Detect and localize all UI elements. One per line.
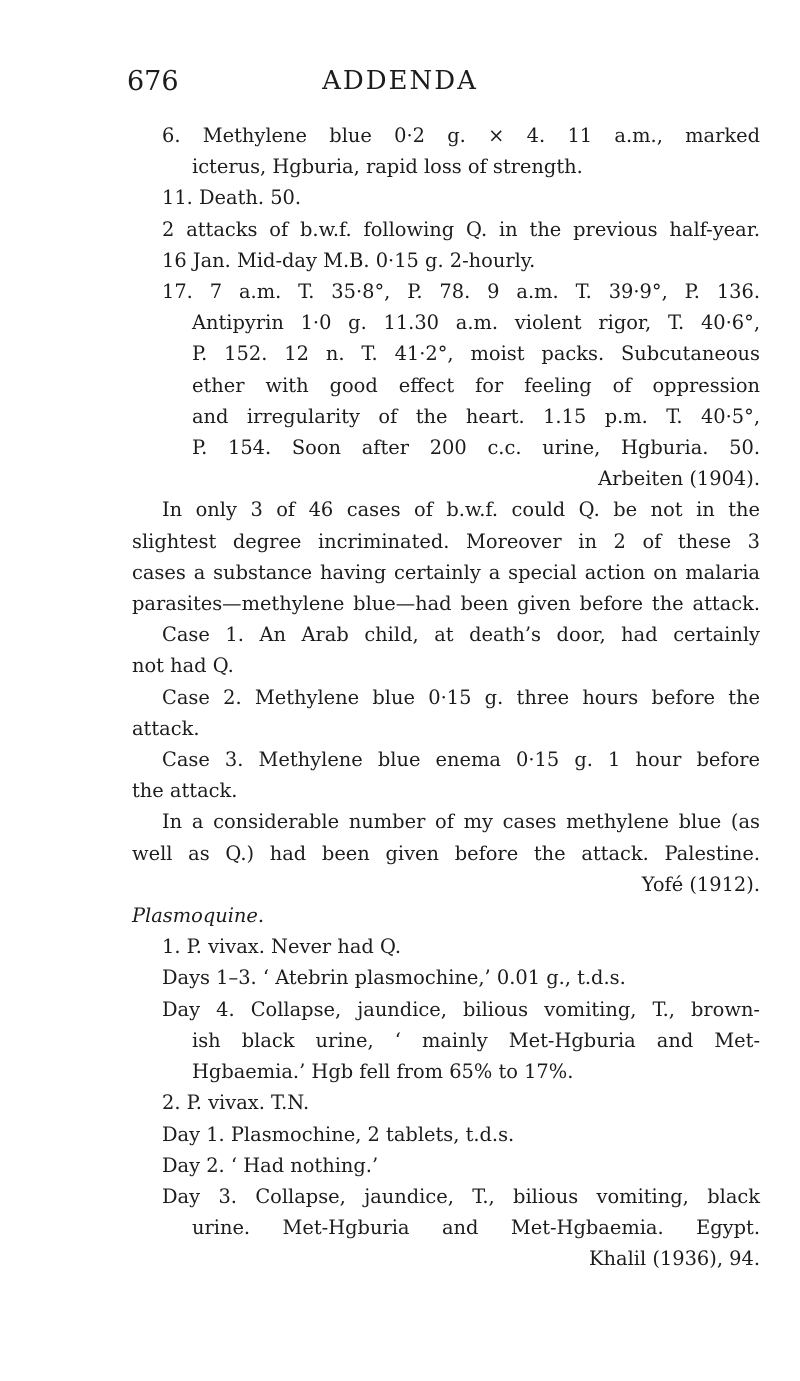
text-line: ether with good effect for feeling of oppression (192, 373, 760, 397)
text-line: 11. Death. 50. (162, 186, 302, 210)
text-line: 16 Jan. Mid-day M.B. 0·15 g. 2-hourly. (162, 248, 536, 272)
text-line: well as Q.) had been given before the attack. Palestine. (132, 841, 760, 865)
text-line: 2. P. vivax. T.N. (162, 1091, 310, 1115)
text-line: urine. Met-Hgburia and Met-Hgbaemia. Egypt. (192, 1216, 760, 1240)
text-line: Day 2. ‘ Had nothing.’ (162, 1153, 379, 1177)
text-line: 1. P. vivax. Never had Q. (162, 935, 402, 959)
text-line: Hgbaemia.’ Hgb fell from 65% to 17%. (192, 1060, 574, 1084)
text-line: Day 1. Plasmochine, 2 tablets, t.d.s. (162, 1122, 515, 1146)
text-line: ish black urine, ‘ mainly Met-Hgburia and Met- (192, 1028, 760, 1052)
text-line: Days 1–3. ‘ Atebrin plasmochine,’ 0.01 g., t.d.s. (162, 966, 626, 990)
text-line: Case 2. Methylene blue 0·15 g. three hours before the (162, 685, 760, 709)
running-header (0, 66, 800, 106)
text-line: attack. (132, 716, 200, 740)
text-line: icterus, Hgburia, rapid loss of strength. (192, 155, 583, 179)
text-line: cases a substance having certainly a special action on malaria (132, 560, 760, 584)
page-number: 676 (127, 66, 179, 97)
text-line: P. 152. 12 n. T. 41·2°, moist packs. Subcutaneous (192, 342, 760, 366)
text-line: Day 4. Collapse, jaundice, bilious vomiting, T., brown- (162, 997, 760, 1021)
text-line: not had Q. (132, 654, 234, 678)
text-line: Case 3. Methylene blue enema 0·15 g. 1 hour before (162, 748, 760, 772)
text-line: Antipyrin 1·0 g. 11.30 a.m. violent rigor, T. 40·6°, (192, 311, 760, 335)
text-line: In only 3 of 46 cases of b.w.f. could Q. be not in the (162, 498, 760, 522)
text-line: Case 1. An Arab child, at death’s door, had certainly (162, 623, 760, 647)
section-heading: Plasmoquine. (132, 904, 265, 928)
citation: Arbeiten (1904). (598, 467, 760, 491)
text-line: In a considerable number of my cases methylene blue (as (162, 810, 760, 834)
citation: Khalil (1936), 94. (589, 1247, 760, 1271)
text-line: the attack. (132, 779, 238, 803)
text-line: 17. 7 a.m. T. 35·8°, P. 78. 9 a.m. T. 39·9°, P. 136. (162, 280, 760, 304)
citation: Yofé (1912). (641, 872, 760, 896)
text-line: 2 attacks of b.w.f. following Q. in the previous half-year. (162, 217, 760, 241)
text-line: and irregularity of the heart. 1.15 p.m. T. 40·5°, (192, 404, 760, 428)
text-line: parasites—methylene blue—had been given before the attack. (132, 592, 760, 616)
text-line: 6. Methylene blue 0·2 g. × 4. 11 a.m., marked (162, 124, 760, 147)
running-title: ADDENDA (322, 66, 478, 96)
text-line: slightest degree incriminated. Moreover in 2 of these 3 (132, 529, 760, 553)
page-body (132, 120, 760, 1275)
text-line: Day 3. Collapse, jaundice, T., bilious vomiting, black (162, 1184, 760, 1208)
text-line: P. 154. Soon after 200 c.c. urine, Hgburia. 50. (192, 436, 760, 460)
